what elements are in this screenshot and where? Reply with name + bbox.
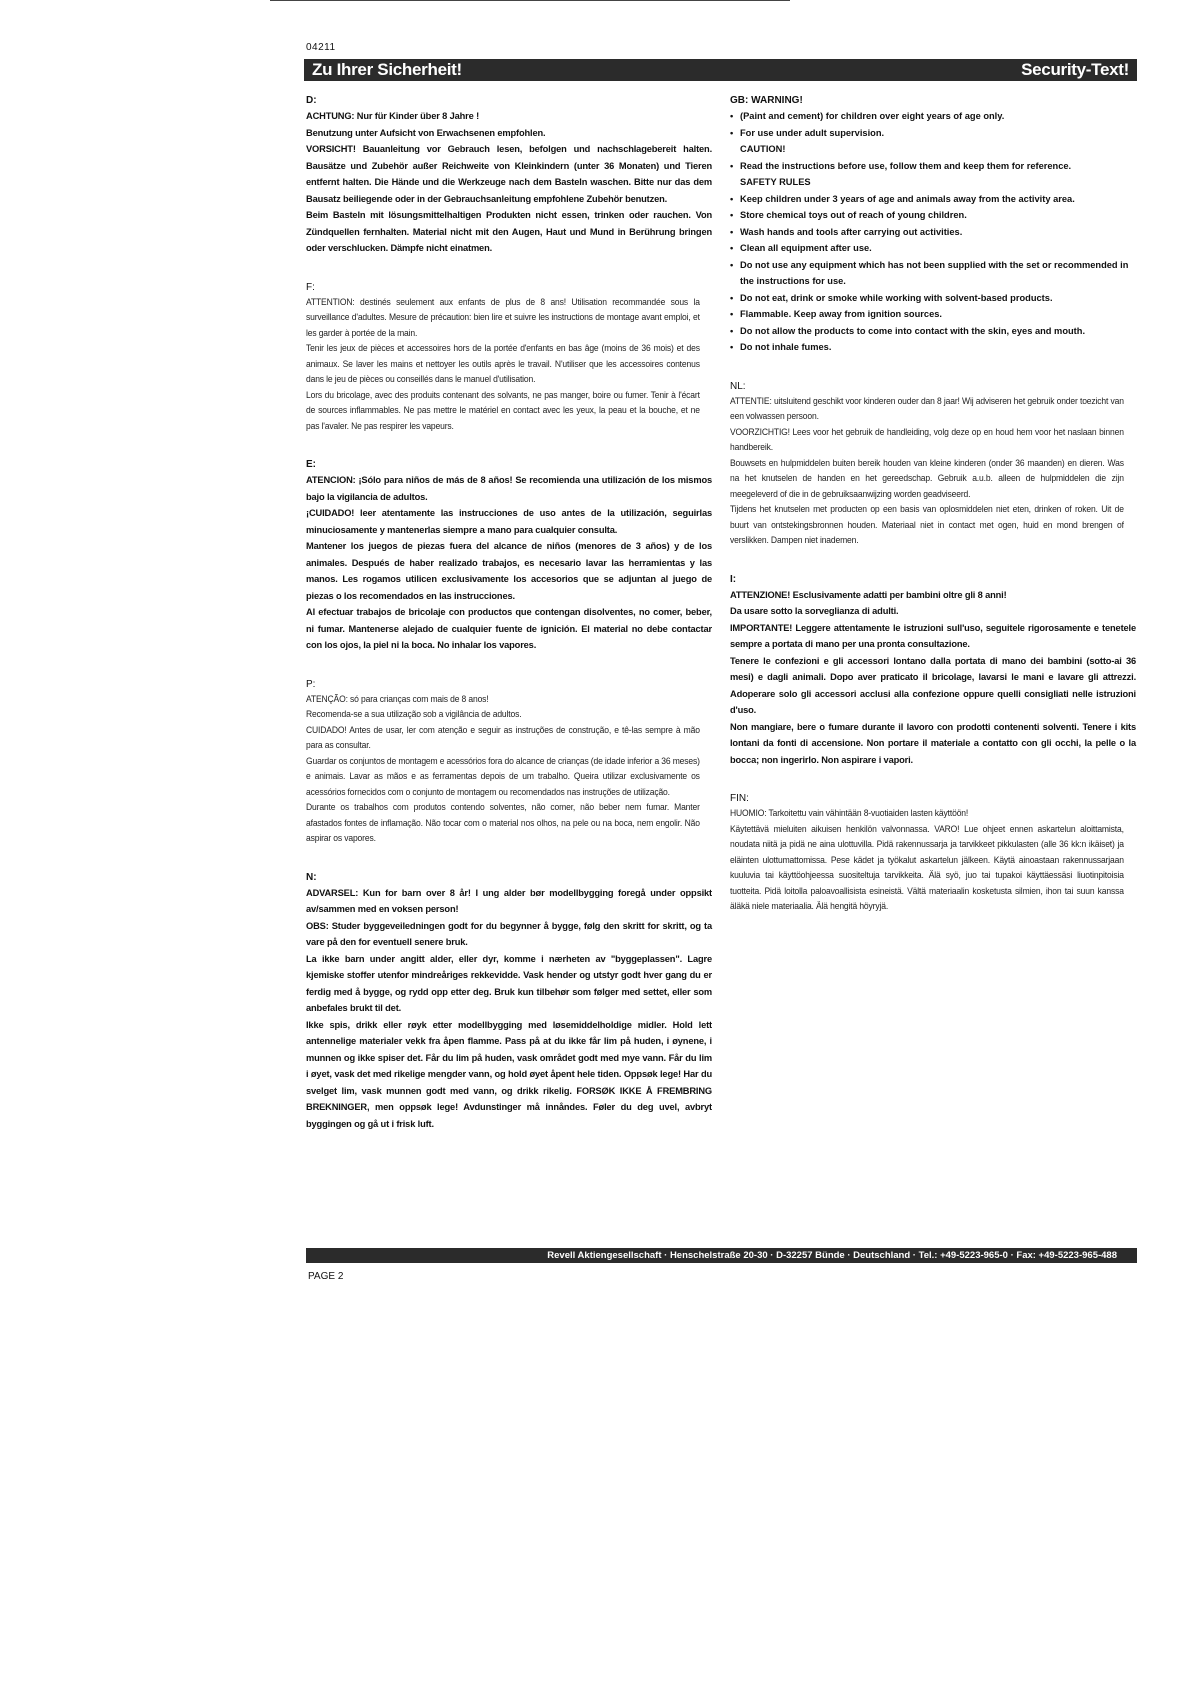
footer-address: Revell Aktiengesellschaft · Henschelstraße 20-30 · D-32257 Bünde · Deutschland · Tel.: +49-5223-965-0 · Fax: +49-5223-965-488 [547, 1250, 1117, 1261]
gb-warning-item: • Clean all equipment after use. [730, 240, 1136, 257]
paragraph: ADVARSEL: Kun for barn over 8 år! I ung alder bør modellbygging foregå under oppsikt av/sammen med en voksen person! [306, 887, 712, 914]
paragraph: Bouwsets en hulpmiddelen buiten bereik houden van kleine kinderen (onder 36 maanden) en dieren. Was na het knutselen de handen en het gereedschap. Gebruik a.u.b. alleen de hulpmiddelen die zijn meegeleverd of die in de gebruiksaanwijzing worden geadviseerd. [730, 457, 1124, 499]
paragraph: VORSICHT! Bauanleitung vor Gebrauch lesen, befolgen und nachschlagebereit halten. Bausätze und Zubehör außer Reichweite von Kleinkindern (unter 36 Monaten) und Tieren entfernt halten. Die Hände und die Werkzeuge nach dem Basteln waschen. Bitte nur das dem Bausatz beiliegende oder in der Gebrauchsanleitung empfohlene Zubehör benutzen. [306, 144, 712, 204]
section-gb [730, 94, 1136, 356]
section-label: E: [306, 459, 316, 470]
gb-warning-item: • Do not allow the products to come into contact with the skin, eyes and mouth. [730, 323, 1136, 340]
section-label: N: [306, 871, 317, 883]
paragraph: Lors du bricolage, avec des produits contenant des solvants, ne pas manger, boire ou fumer. Tenir à l'écart de sources inflammables. Ne pas mettre le matériel en contact avec les yeux, la peau et la bouche, et ne pas l'avaler. Ne pas respirer les vapeurs. [306, 389, 700, 431]
section-p [306, 678, 712, 847]
section-label: D: [306, 95, 317, 106]
paragraph: VOORZICHTIG! Lees voor het gebruik de handleiding, volg deze op en houd hem voor het naslaan binnen handbereik. [730, 426, 1124, 452]
right-column [730, 94, 1136, 939]
gb-warning-list [730, 108, 1136, 356]
paragraph: ATENCION: ¡Sólo para niños de más de 8 años! Se recomienda una utilización de los mismos bajo la vigilancia de adultos. [306, 475, 712, 502]
header-title-right: Security-Text! [1021, 60, 1129, 79]
gb-warning-item: • Do not use any equipment which has not been supplied with the set or recommended in the instructions for use. [730, 257, 1136, 290]
gb-warning-item: CAUTION! [740, 144, 786, 154]
paragraph: ACHTUNG: Nur für Kinder über 8 Jahre ! [306, 111, 480, 121]
header-title-left: Zu Ihrer Sicherheit! [312, 60, 462, 79]
gb-warning-item: SAFETY RULES [740, 177, 811, 187]
paragraph: Tenere le confezioni e gli accessori lontano dalla portata di mano dei bambini (sotto-ai 36 mesi) e dagli animali. Dopo aver praticato il bricolage, lavarsi le mani e lavare gli attrezzi. Adoperare solo gli accessori acclusi alla confezione oppure quelli consigliati nelle istruzioni d'uso. [730, 655, 1136, 715]
section-n [306, 871, 712, 1133]
paragraph: ATTENTIE: uitsluitend geschikt voor kinderen ouder dan 8 jaar! Wij adviseren het gebruik onder toezicht van een volwassen persoon. [730, 395, 1124, 421]
section-e [306, 458, 712, 654]
paragraph: HUOMIO: Tarkoitettu vain vähintään 8-vuotiaiden lasten käyttöön! [730, 808, 969, 818]
section-i [730, 573, 1136, 769]
section-label: F: [306, 281, 315, 293]
gb-warning-item: • Read the instructions before use, follow them and keep them for reference. [730, 158, 1136, 175]
document-number: 04211 [306, 42, 336, 53]
paragraph: Al efectuar trabajos de bricolaje con productos que contengan disolventes, no comer, beber, ni fumar. Mantenerse alejado de cualquier fuente de ignición. El material no debe contactar con los ojos, la piel ni la boca. No inhalar los vapores. [306, 607, 712, 650]
paragraph: Da usare sotto la sorveglianza di adulti. [730, 606, 899, 616]
section-label: FIN: [730, 793, 749, 804]
footer-bar [306, 1248, 1137, 1263]
paragraph: Beim Basteln mit lösungsmittelhaltigen Produkten nicht essen, trinken oder rauchen. Von Zündquellen fernhalten. Material nicht mit den Augen, Haut und Mund in Berührung bringen oder verschlucken. Dämpfe nicht einatmen. [306, 210, 712, 253]
gb-warning-item: • Wash hands and tools after carrying out activities. [730, 224, 1136, 241]
gb-warning-item: • Keep children under 3 years of age and animals away from the activity area. [730, 191, 1136, 208]
paragraph: Non mangiare, bere o fumare durante il lavoro con prodotti contenenti solventi. Tenere i kits lontani da fonti di accensione. Non portare il materiale a contatto con gli occhi, la pelle o la bocca; non ingerirlo. Non aspirare i vapori. [730, 721, 1136, 765]
paragraph: CUIDADO! Antes de usar, ler com atenção e seguir as instruções de construção, e tê-las sempre à mão para as consultar. [306, 724, 700, 750]
paragraph: Käytettävä mieluiten aikuisen henkilön valvonnassa. VARO! Lue ohjeet ennen askartelun aloittamista, noudata niitä ja pidä ne aina ulottuvilla. Pidä rakennussarja ja tarvikkeet pikkulasten (alle 36 kk:n ikäiset) ja eläinten ulottumattomissa. Pese kädet ja työkalut askartelun jälkeen. Käytä ainoastaan rakennussarjaan kuuluvia tai käyttöohjeessa suositeltuja tarvikkeita. Älä syö, juo tai tupakoi käyttäessäsi liuotinpitoisia tuotteita. Pidä loitolla paloavoallisista esineistä. Vältä materiaalin kosketusta silmien, ihon tai suun kanssa äläkä niele materiaalia. Älä hengitä höyryjä. [730, 823, 1124, 911]
section-nl [730, 380, 1136, 549]
section-label: I: [730, 573, 737, 585]
paragraph: ¡CUIDADO! leer atentamente las instrucciones de uso antes de la utilización, seguirlas minuciosamente y mantenerlas siempre a mano para cualquier consulta. [306, 508, 712, 535]
paragraph: IMPORTANTE! Leggere attentamente le istruzioni sull'uso, seguitele rigorosamente e tenetele sempre a portata di mano per una pronta consultazione. [730, 622, 1136, 649]
paragraph: Ikke spis, drikk eller røyk etter modellbygging med løsemiddelholdige midler. Hold lett antennelige materialer vekk fra åpen flamme. Pass på at du ikke får lim på huden, i øynene, i munnen og ikke spiser det. Får du lim på huden, vask området godt med mye vann. Får du lim i øyet, vask det med rikelige mengder vann, og hold øyet åpent hele tiden. Oppsøk lege! Har du svelget lim, vask munnen godt med vann, og drikk rikelig. FORSØK IKKE Å FREMBRING BREKNINGER, men oppsøk lege! Avdunstinger må innåndes. Føler du deg uvel, avbryt byggingen og gå ut i frisk luft. [306, 1019, 712, 1129]
paragraph: Recomenda-se a sua utilização sob a vigilância de adultos. [306, 709, 522, 719]
right-sections [730, 380, 1136, 915]
gb-warning-item: • For use under adult supervision. [730, 125, 1136, 142]
section-fin [730, 792, 1136, 915]
header-bar [304, 59, 1137, 81]
section-d [306, 94, 712, 257]
paragraph: ATTENTION: destinés seulement aux enfants de plus de 8 ans! Utilisation recommandée sous la surveillance d'adultes. Mesure de précaution: bien lire et suivre les instructions de montage avant emploi, et les garder à portée de la main. [306, 296, 700, 338]
gb-warning-item: • Do not inhale fumes. [730, 339, 1136, 356]
section-f [306, 281, 712, 435]
section-label: NL: [730, 380, 746, 392]
paragraph: Durante os trabalhos com produtos contendo solventes, não comer, não beber nem fumar. Manter afastados fontes de inflamação. Não tocar com o material nos olhos, na pele ou na boca, nem engolir. Não aspirar os vapores. [306, 802, 700, 843]
paragraph: Mantener los juegos de piezas fuera del alcance de niños (menores de 3 años) y de los animales. Después de haber realizado trabajos, es necesario lavar las herramientas y las manos. Les rogamos utilicen exclusivamente los accesorios que se adjuntan al juego de piezas o los recomendados en las instrucciones. [306, 541, 712, 601]
section-label: GB: WARNING! [730, 95, 803, 106]
gb-warning-item: • Do not eat, drink or smoke while working with solvent-based products. [730, 290, 1136, 307]
page-number: PAGE 2 [308, 1271, 344, 1282]
gb-warning-item: • Store chemical toys out of reach of young children. [730, 207, 1136, 224]
paragraph: ATTENZIONE! Esclusivamente adatti per bambini oltre gli 8 anni! [730, 589, 1007, 600]
paragraph: OBS: Studer byggeveiledningen godt for du begynner å bygge, følg den skritt for skritt, og ta vare på den for eventuell senere bruk. [306, 920, 712, 947]
paragraph: La ikke barn under angitt alder, eller dyr, komme i nærheten av "byggeplassen". Lagre kjemiske stoffer utenfor mindreåriges rekkevidde. Vask hender og utstyr godt hver gang du er ferdig med å bygge, og rydd opp etter deg. Bruk kun tilbehør som følger med settet, eller som anbefales brukt til det. [306, 953, 712, 1013]
paragraph: Tijdens het knutselen met producten op een basis van oplosmiddelen niet eten, drinken of roken. Uit de buurt van ontstekingsbronnen houden. Materiaal niet in contact met ogen, huid en mond brengen of verslikken. Dampen niet inademen. [730, 504, 1124, 545]
left-column [306, 94, 712, 1156]
gb-warning-item: • (Paint and cement) for children over eight years of age only. [730, 108, 1136, 125]
paragraph: ATENÇÃO: só para crianças com mais de 8 anos! [306, 693, 489, 704]
section-label: P: [306, 678, 316, 690]
gb-warning-item: • Flammable. Keep away from ignition sources. [730, 306, 1136, 323]
paragraph: Tenir les jeux de pièces et accessoires hors de la portée d'enfants en bas âge (moins de 36 mois) et des animaux. Se laver les mains et nettoyer les outils après le travail. N'utiliser que les accessoires contenus dans le jeu de pièces ou conseillés dans le manuel d'utilisation. [306, 343, 700, 384]
paragraph: Guardar os conjuntos de montagem e acessórios fora do alcance de crianças (de idade inferior a 36 meses) e animais. Lavar as mãos e as ferramentas depois de um trabalho. Queira utilizar exclusivamente os acessórios fornecidos com o conjunto de montagem ou recomendados nas instruções de utilização. [306, 755, 700, 797]
paragraph: Benutzung unter Aufsicht von Erwachsenen empfohlen. [306, 127, 546, 138]
top-rule [270, 0, 790, 1]
